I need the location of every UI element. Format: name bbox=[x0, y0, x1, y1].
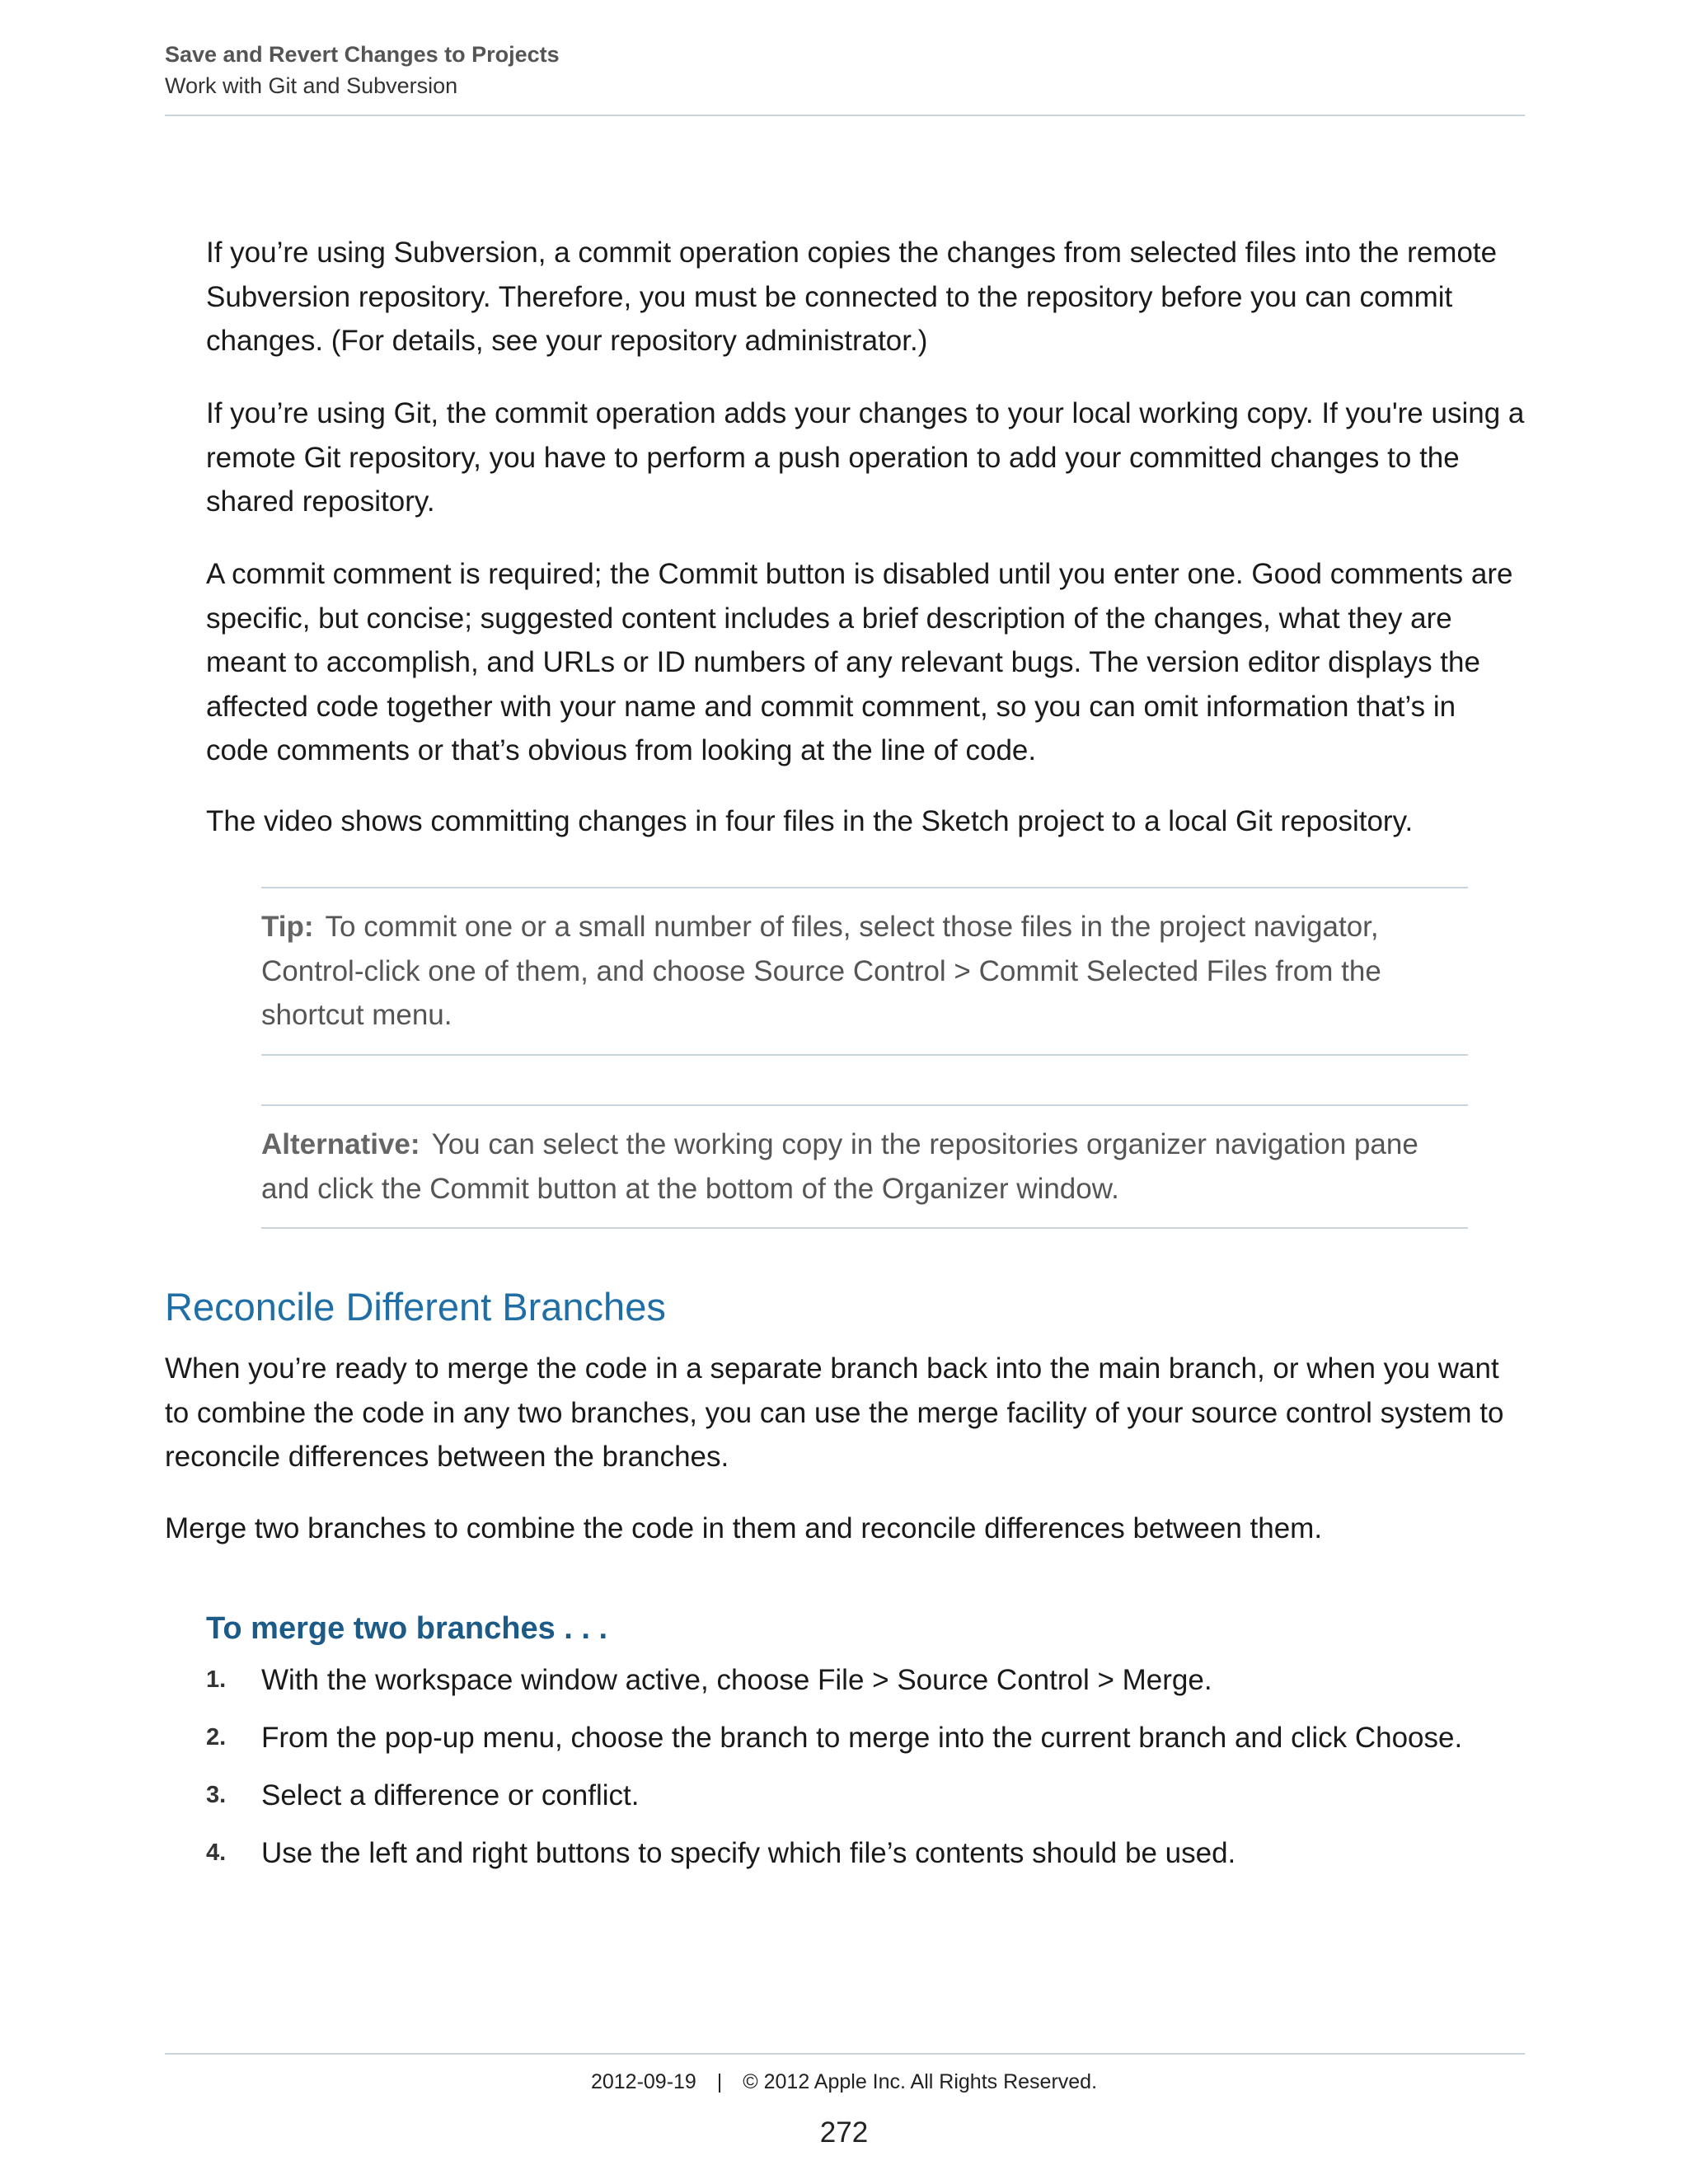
step-number: 2. bbox=[206, 1724, 227, 1750]
footer-separator: | bbox=[716, 2070, 723, 2093]
merge-steps-list bbox=[206, 1658, 1525, 1889]
step-number: 4. bbox=[206, 1840, 227, 1866]
alternative-label: Alternative: bbox=[261, 1128, 420, 1160]
page-number: 272 bbox=[819, 2116, 869, 2149]
list-item bbox=[206, 1774, 1525, 1817]
paragraph-subversion bbox=[206, 231, 1525, 363]
step-text: With the workspace window active, choose File > Source Control > Merge. bbox=[261, 1664, 1212, 1696]
section-title: Work with Git and Subversion bbox=[165, 73, 458, 98]
step-text: Select a difference or conflict. bbox=[261, 1779, 640, 1811]
step-text: From the pop-up menu, choose the branch to merge into the current branch and click Choose. bbox=[261, 1722, 1463, 1754]
body-paragraph: If you’re using Subversion, a commit operation copies the changes from selected files into the remote Subversion repository. Therefore, you must be connected to the repository before you can commit changes. (For details, see your repository administrator.) bbox=[206, 237, 1498, 357]
paragraph-git bbox=[206, 391, 1525, 524]
footer-divider bbox=[165, 2053, 1525, 2055]
body-paragraph: Merge two branches to combine the code in them and reconcile differences between them. bbox=[165, 1512, 1323, 1544]
footer-copyright: © 2012 Apple Inc. All Rights Reserved. bbox=[743, 2070, 1098, 2093]
list-item bbox=[206, 1658, 1525, 1702]
body-paragraph: The video shows committing changes in four files in the Sketch project to a local Git repository. bbox=[206, 805, 1414, 837]
tip-label: Tip: bbox=[261, 911, 314, 943]
alternative-text: You can select the working copy in the repositories organizer navigation pane and click the Commit button at the bottom of the Organizer window. bbox=[261, 1128, 1418, 1205]
header-divider bbox=[165, 115, 1525, 116]
task-title: To merge two branches . . . bbox=[206, 1611, 608, 1646]
step-number: 1. bbox=[206, 1666, 227, 1693]
body-paragraph: A commit comment is required; the Commit button is disabled until you enter one. Good comments are specific, but concise; suggested content includes a brief description of the changes, what they are meant to accomplish, and URLs or ID numbers of any relevant bugs. The version editor displays the affected code together with your name and commit comment, so you can omit information that’s in code comments or that’s obvious from looking at the line of code. bbox=[206, 558, 1513, 766]
paragraph-video bbox=[206, 799, 1525, 844]
section-heading: Reconcile Different Branches bbox=[165, 1285, 666, 1329]
paragraph-merge-intro bbox=[165, 1347, 1525, 1479]
tip-text: To commit one or a small number of files, select those files in the project navigator, Control-click one of them, and choose Source Control > Commit Selected Files from the shortcut menu. bbox=[261, 911, 1381, 1031]
footer-date: 2012-09-19 bbox=[590, 2070, 696, 2093]
list-item bbox=[206, 1831, 1525, 1875]
step-number: 3. bbox=[206, 1782, 227, 1808]
body-paragraph: If you’re using Git, the commit operation adds your changes to your local working copy. If you're using a remote Git repository, you have to perform a push operation to add your committed changes to the shared repository. bbox=[206, 397, 1525, 518]
page-footer bbox=[0, 2067, 1688, 2097]
list-item bbox=[206, 1716, 1525, 1760]
paragraph-merge-summary bbox=[165, 1507, 1525, 1551]
tip-note bbox=[261, 887, 1468, 1056]
step-text: Use the left and right buttons to specify which file’s contents should be used. bbox=[261, 1837, 1236, 1869]
alternative-note bbox=[261, 1104, 1468, 1229]
paragraph-commit-comment bbox=[206, 552, 1525, 773]
body-paragraph: When you’re ready to merge the code in a separate branch back into the main branch, or when you want to combine the code in any two branches, you can use the merge facility of your source control system to reconcile differences between the branches. bbox=[165, 1352, 1504, 1473]
chapter-title: Save and Revert Changes to Projects bbox=[165, 42, 560, 67]
running-header bbox=[165, 40, 1525, 102]
